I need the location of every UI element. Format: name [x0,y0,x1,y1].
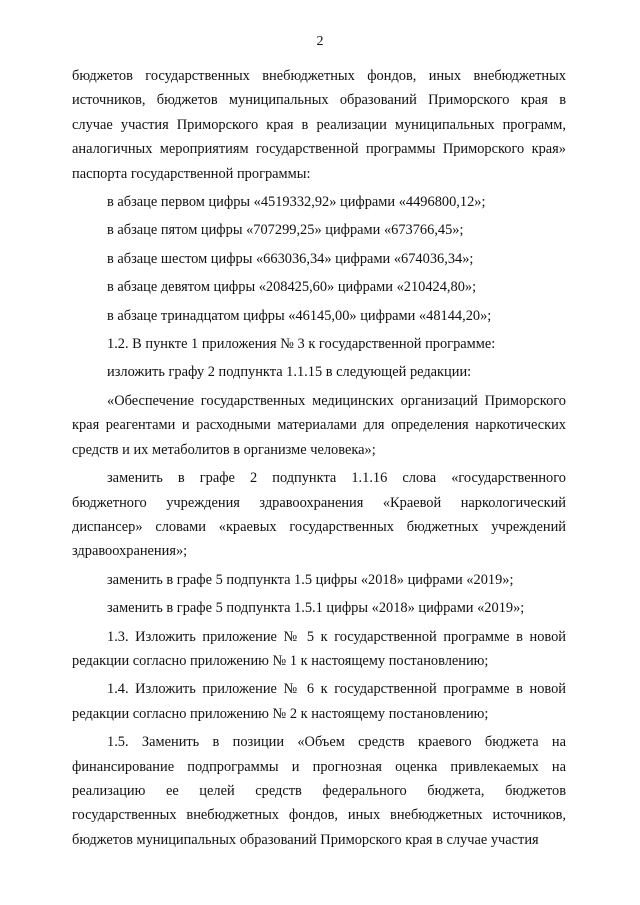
paragraph-line: редакции согласно приложению № 1 к настоящему постановлению; [72,652,489,669]
paragraph-line: края реагентами и расходными материалами для определения наркотических [72,417,566,434]
paragraph-line: в абзаце первом цифры «4519332,92» цифрами «4496800,12»; [107,194,486,211]
paragraph-line: государственных внебюджетных фондов, иных внебюджетных источников, [72,807,566,824]
paragraph-line: средств и их метаболитов в организме человека»; [72,441,376,458]
paragraph-line: в абзаце пятом цифры «707299,25» цифрами «673766,45»; [107,222,464,239]
paragraph-line: 1.4. Изложить приложение № 6 к государственной программе в новой [107,681,566,698]
paragraph-line: в абзаце шестом цифры «663036,34» цифрами «674036,34»; [107,250,474,267]
paragraph-line: в абзаце девятом цифры «208425,60» цифрами «210424,80»; [107,279,477,296]
paragraph-line: случае участия Приморского края в реализации муниципальных программ, [72,116,566,133]
paragraph-line: заменить в графе 5 подпункта 1.5 цифры «2018» цифрами «2019»; [107,571,514,588]
paragraph-line: бюджетов государственных внебюджетных фондов, иных внебюджетных [72,68,566,84]
paragraph-line: в абзаце тринадцатом цифры «46145,00» цифрами «48144,20»; [107,307,492,324]
paragraph-line: аналогичных мероприятиям государственной программы Приморского края» [72,141,566,158]
paragraph-line: редакции согласно приложению № 2 к настоящему постановлению; [72,705,489,722]
paragraph-line: диспансер» словами «краевых государственных бюджетных учреждений [72,518,566,535]
paragraph-line: здравоохранения»; [72,543,188,560]
paragraph-line: «Обеспечение государственных медицинских организаций Приморского [107,392,566,409]
paragraph-line: 1.2. В пункте 1 приложения № 3 к государственной программе: [107,336,496,353]
paragraph-line: заменить в графе 2 подпункта 1.1.16 слова «государственного [107,470,566,487]
paragraph-line: 1.3. Изложить приложение № 5 к государственной программе в новой [107,628,566,645]
page-number: 2 [316,34,324,49]
paragraph-line: бюджетного учреждения здравоохранения «Краевой наркологический [72,494,566,511]
paragraph-line: бюджетов муниципальных образований Приморского края в случае участия [72,831,539,848]
paragraph-line: паспорта государственной программы: [72,165,311,182]
document-body [72,64,566,852]
paragraph-line: изложить графу 2 подпункта 1.1.15 в следующей редакции: [107,364,472,381]
paragraph-line: 1.5. Заменить в позиции «Объем средств краевого бюджета на [107,734,566,751]
paragraph-line: источников, бюджетов муниципальных образований Приморского края в [72,92,566,109]
paragraph-line: финансирование подпрограммы и прогнозная оценка привлекаемых на [72,758,566,775]
paragraph-line: реализацию ее целей средств федерального бюджета, бюджетов [72,782,566,799]
paragraph-line: заменить в графе 5 подпункта 1.5.1 цифры «2018» цифрами «2019»; [107,600,525,617]
